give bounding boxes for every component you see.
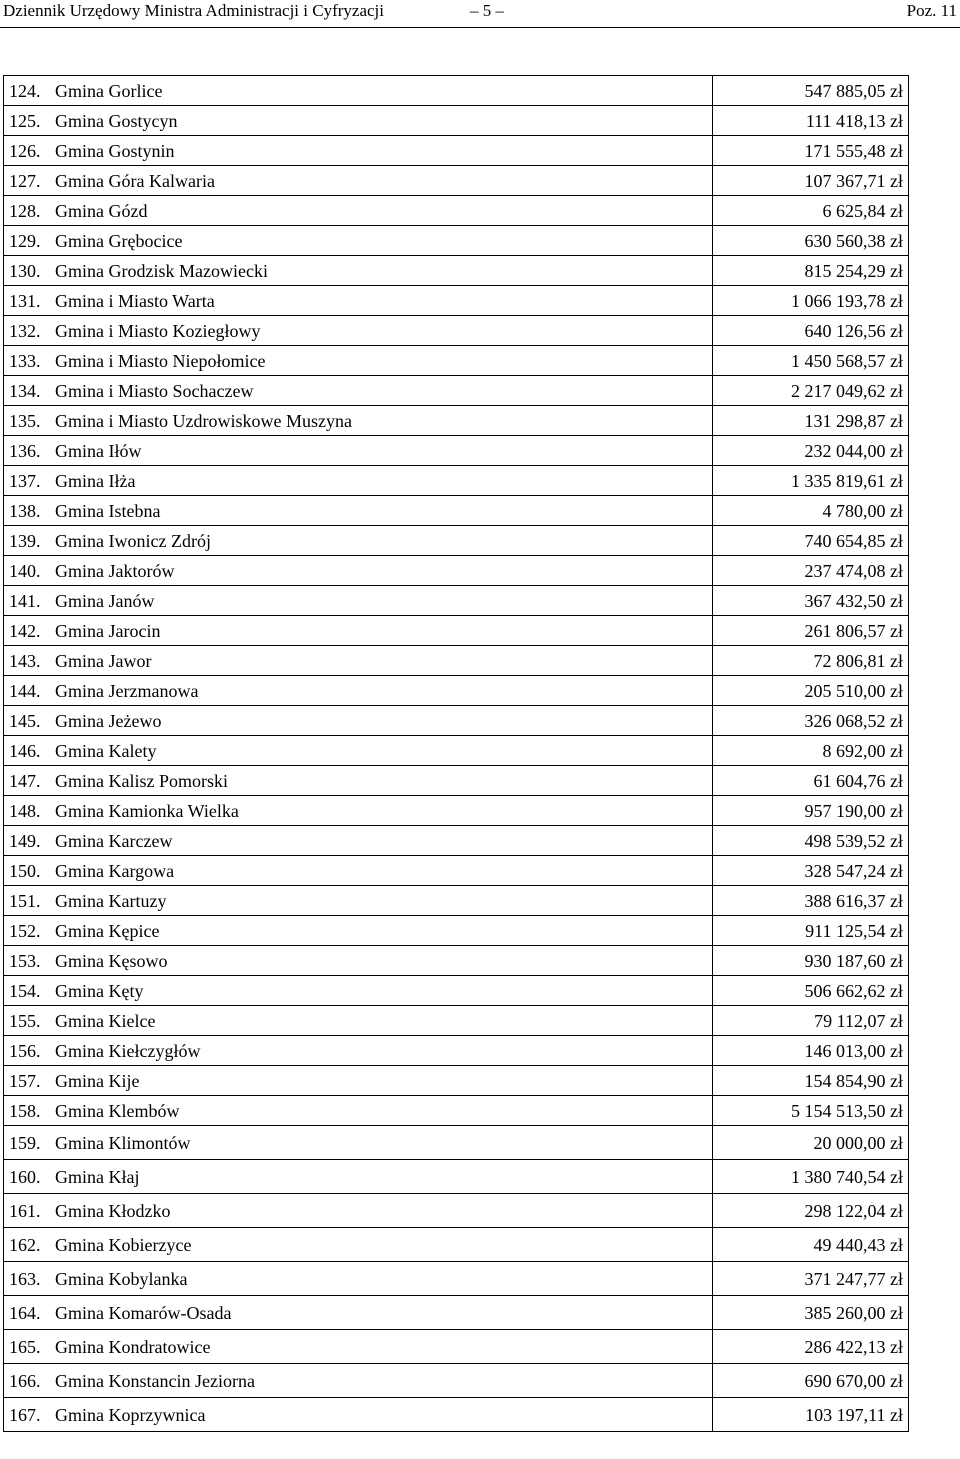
journal-title: Dziennik Urzędowy Ministra Administracji i Cyfryzacji	[3, 1, 384, 20]
municipality-name: Gmina i Miasto Niepołomice	[49, 346, 713, 376]
row-number: 150.	[4, 856, 50, 886]
table-row	[4, 1296, 909, 1330]
municipality-name: Gmina Gostycyn	[49, 106, 713, 136]
municipality-name: Gmina Grębocice	[49, 226, 713, 256]
municipality-name: Gmina Gostynin	[49, 136, 713, 166]
municipality-name: Gmina Iwonicz Zdrój	[49, 526, 713, 556]
table-row	[4, 496, 909, 526]
municipality-name: Gmina i Miasto Sochaczew	[49, 376, 713, 406]
amount-value: 171 555,48 zł	[713, 136, 909, 166]
municipality-name: Gmina Kobylanka	[49, 1262, 713, 1296]
table-row	[4, 226, 909, 256]
table-row	[4, 376, 909, 406]
page-header	[0, 0, 960, 28]
municipality-name: Gmina Kartuzy	[49, 886, 713, 916]
amount-value: 72 806,81 zł	[713, 646, 909, 676]
row-number: 124.	[4, 76, 50, 106]
amount-value: 547 885,05 zł	[713, 76, 909, 106]
municipality-name: Gmina Góra Kalwaria	[49, 166, 713, 196]
municipality-name: Gmina Karczew	[49, 826, 713, 856]
amount-value: 930 187,60 zł	[713, 946, 909, 976]
municipality-name: Gmina Jarocin	[49, 616, 713, 646]
table-row	[4, 796, 909, 826]
municipality-name: Gmina Kalety	[49, 736, 713, 766]
row-number: 128.	[4, 196, 50, 226]
table-row	[4, 466, 909, 496]
row-number: 127.	[4, 166, 50, 196]
table-row	[4, 1398, 909, 1432]
amount-value: 371 247,77 zł	[713, 1262, 909, 1296]
row-number: 151.	[4, 886, 50, 916]
row-number: 166.	[4, 1364, 50, 1398]
row-number: 161.	[4, 1194, 50, 1228]
table-row	[4, 256, 909, 286]
page-number: – 5 –	[470, 1, 504, 20]
row-number: 132.	[4, 316, 50, 346]
municipality-name: Gmina Komarów-Osada	[49, 1296, 713, 1330]
row-number: 153.	[4, 946, 50, 976]
table-row	[4, 76, 909, 106]
amount-value: 2 217 049,62 zł	[713, 376, 909, 406]
amount-value: 498 539,52 zł	[713, 826, 909, 856]
municipality-name: Gmina Kęty	[49, 976, 713, 1006]
table-row	[4, 766, 909, 796]
row-number: 149.	[4, 826, 50, 856]
municipality-name: Gmina Iłża	[49, 466, 713, 496]
table-row	[4, 916, 909, 946]
row-number: 126.	[4, 136, 50, 166]
amount-value: 131 298,87 zł	[713, 406, 909, 436]
row-number: 146.	[4, 736, 50, 766]
table-row	[4, 556, 909, 586]
amount-value: 367 432,50 zł	[713, 586, 909, 616]
municipality-name: Gmina Kije	[49, 1066, 713, 1096]
table-row	[4, 856, 909, 886]
amount-value: 20 000,00 zł	[713, 1126, 909, 1160]
table-row	[4, 106, 909, 136]
table-row	[4, 196, 909, 226]
municipality-name: Gmina Jerzmanowa	[49, 676, 713, 706]
table-row	[4, 1096, 909, 1126]
amount-value: 328 547,24 zł	[713, 856, 909, 886]
table-row	[4, 1126, 909, 1160]
municipality-name: Gmina Kalisz Pomorski	[49, 766, 713, 796]
municipality-name: Gmina i Miasto Warta	[49, 286, 713, 316]
municipality-name: Gmina Jaktorów	[49, 556, 713, 586]
row-number: 138.	[4, 496, 50, 526]
amount-value: 103 197,11 zł	[713, 1398, 909, 1432]
table-row	[4, 346, 909, 376]
row-number: 131.	[4, 286, 50, 316]
table-row	[4, 1194, 909, 1228]
table-row	[4, 316, 909, 346]
row-number: 158.	[4, 1096, 50, 1126]
municipality-name: Gmina Jeżewo	[49, 706, 713, 736]
table-row	[4, 676, 909, 706]
amount-value: 740 654,85 zł	[713, 526, 909, 556]
municipality-name: Gmina Janów	[49, 586, 713, 616]
table-row	[4, 736, 909, 766]
table-row	[4, 646, 909, 676]
table-row	[4, 886, 909, 916]
municipality-name: Gmina Iłów	[49, 436, 713, 466]
table-row	[4, 436, 909, 466]
amount-value: 79 112,07 zł	[713, 1006, 909, 1036]
municipality-name: Gmina i Miasto Uzdrowiskowe Muszyna	[49, 406, 713, 436]
municipality-name: Gmina Kęsowo	[49, 946, 713, 976]
row-number: 136.	[4, 436, 50, 466]
table-row	[4, 826, 909, 856]
table-row	[4, 1036, 909, 1066]
row-number: 143.	[4, 646, 50, 676]
row-number: 139.	[4, 526, 50, 556]
municipality-name: Gmina Kamionka Wielka	[49, 796, 713, 826]
amount-value: 385 260,00 zł	[713, 1296, 909, 1330]
table-row	[4, 1228, 909, 1262]
municipality-name: Gmina Kępice	[49, 916, 713, 946]
table-row	[4, 166, 909, 196]
row-number: 142.	[4, 616, 50, 646]
amount-value: 1 335 819,61 zł	[713, 466, 909, 496]
row-number: 134.	[4, 376, 50, 406]
amount-value: 298 122,04 zł	[713, 1194, 909, 1228]
row-number: 156.	[4, 1036, 50, 1066]
municipality-name: Gmina Kiełczygłów	[49, 1036, 713, 1066]
row-number: 147.	[4, 766, 50, 796]
row-number: 167.	[4, 1398, 50, 1432]
table-row	[4, 1006, 909, 1036]
row-number: 125.	[4, 106, 50, 136]
amount-value: 107 367,71 zł	[713, 166, 909, 196]
table-row	[4, 616, 909, 646]
amount-value: 232 044,00 zł	[713, 436, 909, 466]
table-row	[4, 1160, 909, 1194]
municipality-name: Gmina Grodzisk Mazowiecki	[49, 256, 713, 286]
row-number: 164.	[4, 1296, 50, 1330]
municipality-name: Gmina i Miasto Koziegłowy	[49, 316, 713, 346]
amount-value: 911 125,54 zł	[713, 916, 909, 946]
amount-value: 1 450 568,57 zł	[713, 346, 909, 376]
municipality-name: Gmina Koprzywnica	[49, 1398, 713, 1432]
row-number: 145.	[4, 706, 50, 736]
municipality-name: Gmina Kielce	[49, 1006, 713, 1036]
table-row	[4, 1364, 909, 1398]
municipality-name: Gmina Gorlice	[49, 76, 713, 106]
municipality-name: Gmina Jawor	[49, 646, 713, 676]
municipality-name: Gmina Konstancin Jeziorna	[49, 1364, 713, 1398]
table-row	[4, 976, 909, 1006]
row-number: 144.	[4, 676, 50, 706]
amount-value: 61 604,76 zł	[713, 766, 909, 796]
row-number: 159.	[4, 1126, 50, 1160]
amount-value: 146 013,00 zł	[713, 1036, 909, 1066]
row-number: 152.	[4, 916, 50, 946]
amount-value: 640 126,56 zł	[713, 316, 909, 346]
table-row	[4, 1330, 909, 1364]
municipality-name: Gmina Istebna	[49, 496, 713, 526]
row-number: 163.	[4, 1262, 50, 1296]
row-number: 160.	[4, 1160, 50, 1194]
row-number: 133.	[4, 346, 50, 376]
amount-value: 6 625,84 zł	[713, 196, 909, 226]
amount-value: 1 380 740,54 zł	[713, 1160, 909, 1194]
amount-value: 286 422,13 zł	[713, 1330, 909, 1364]
amount-value: 630 560,38 zł	[713, 226, 909, 256]
amount-value: 506 662,62 zł	[713, 976, 909, 1006]
table-row	[4, 1066, 909, 1096]
amount-value: 5 154 513,50 zł	[713, 1096, 909, 1126]
table-row	[4, 286, 909, 316]
table-row	[4, 1262, 909, 1296]
amount-value: 1 066 193,78 zł	[713, 286, 909, 316]
row-number: 157.	[4, 1066, 50, 1096]
table-row	[4, 586, 909, 616]
amount-value: 326 068,52 zł	[713, 706, 909, 736]
row-number: 148.	[4, 796, 50, 826]
municipality-name: Gmina Klembów	[49, 1096, 713, 1126]
row-number: 141.	[4, 586, 50, 616]
table-row	[4, 406, 909, 436]
row-number: 154.	[4, 976, 50, 1006]
amount-value: 111 418,13 zł	[713, 106, 909, 136]
row-number: 162.	[4, 1228, 50, 1262]
municipality-name: Gmina Kondratowice	[49, 1330, 713, 1364]
amount-value: 49 440,43 zł	[713, 1228, 909, 1262]
amount-value: 261 806,57 zł	[713, 616, 909, 646]
amount-value: 690 670,00 zł	[713, 1364, 909, 1398]
amount-value: 154 854,90 zł	[713, 1066, 909, 1096]
amount-value: 237 474,08 zł	[713, 556, 909, 586]
table-row	[4, 946, 909, 976]
municipality-name: Gmina Gózd	[49, 196, 713, 226]
municipality-name: Gmina Kłodzko	[49, 1194, 713, 1228]
amount-value: 957 190,00 zł	[713, 796, 909, 826]
amount-value: 4 780,00 zł	[713, 496, 909, 526]
municipality-name: Gmina Klimontów	[49, 1126, 713, 1160]
table-row	[4, 136, 909, 166]
table-row	[4, 706, 909, 736]
amount-value: 205 510,00 zł	[713, 676, 909, 706]
row-number: 135.	[4, 406, 50, 436]
row-number: 165.	[4, 1330, 50, 1364]
row-number: 129.	[4, 226, 50, 256]
municipality-name: Gmina Kargowa	[49, 856, 713, 886]
row-number: 155.	[4, 1006, 50, 1036]
position-number: Poz. 11	[906, 1, 957, 20]
municipality-name: Gmina Kłaj	[49, 1160, 713, 1194]
amount-value: 815 254,29 zł	[713, 256, 909, 286]
amount-value: 8 692,00 zł	[713, 736, 909, 766]
row-number: 130.	[4, 256, 50, 286]
amount-value: 388 616,37 zł	[713, 886, 909, 916]
allocation-table	[3, 75, 909, 1432]
row-number: 140.	[4, 556, 50, 586]
table-row	[4, 526, 909, 556]
municipality-name: Gmina Kobierzyce	[49, 1228, 713, 1262]
row-number: 137.	[4, 466, 50, 496]
